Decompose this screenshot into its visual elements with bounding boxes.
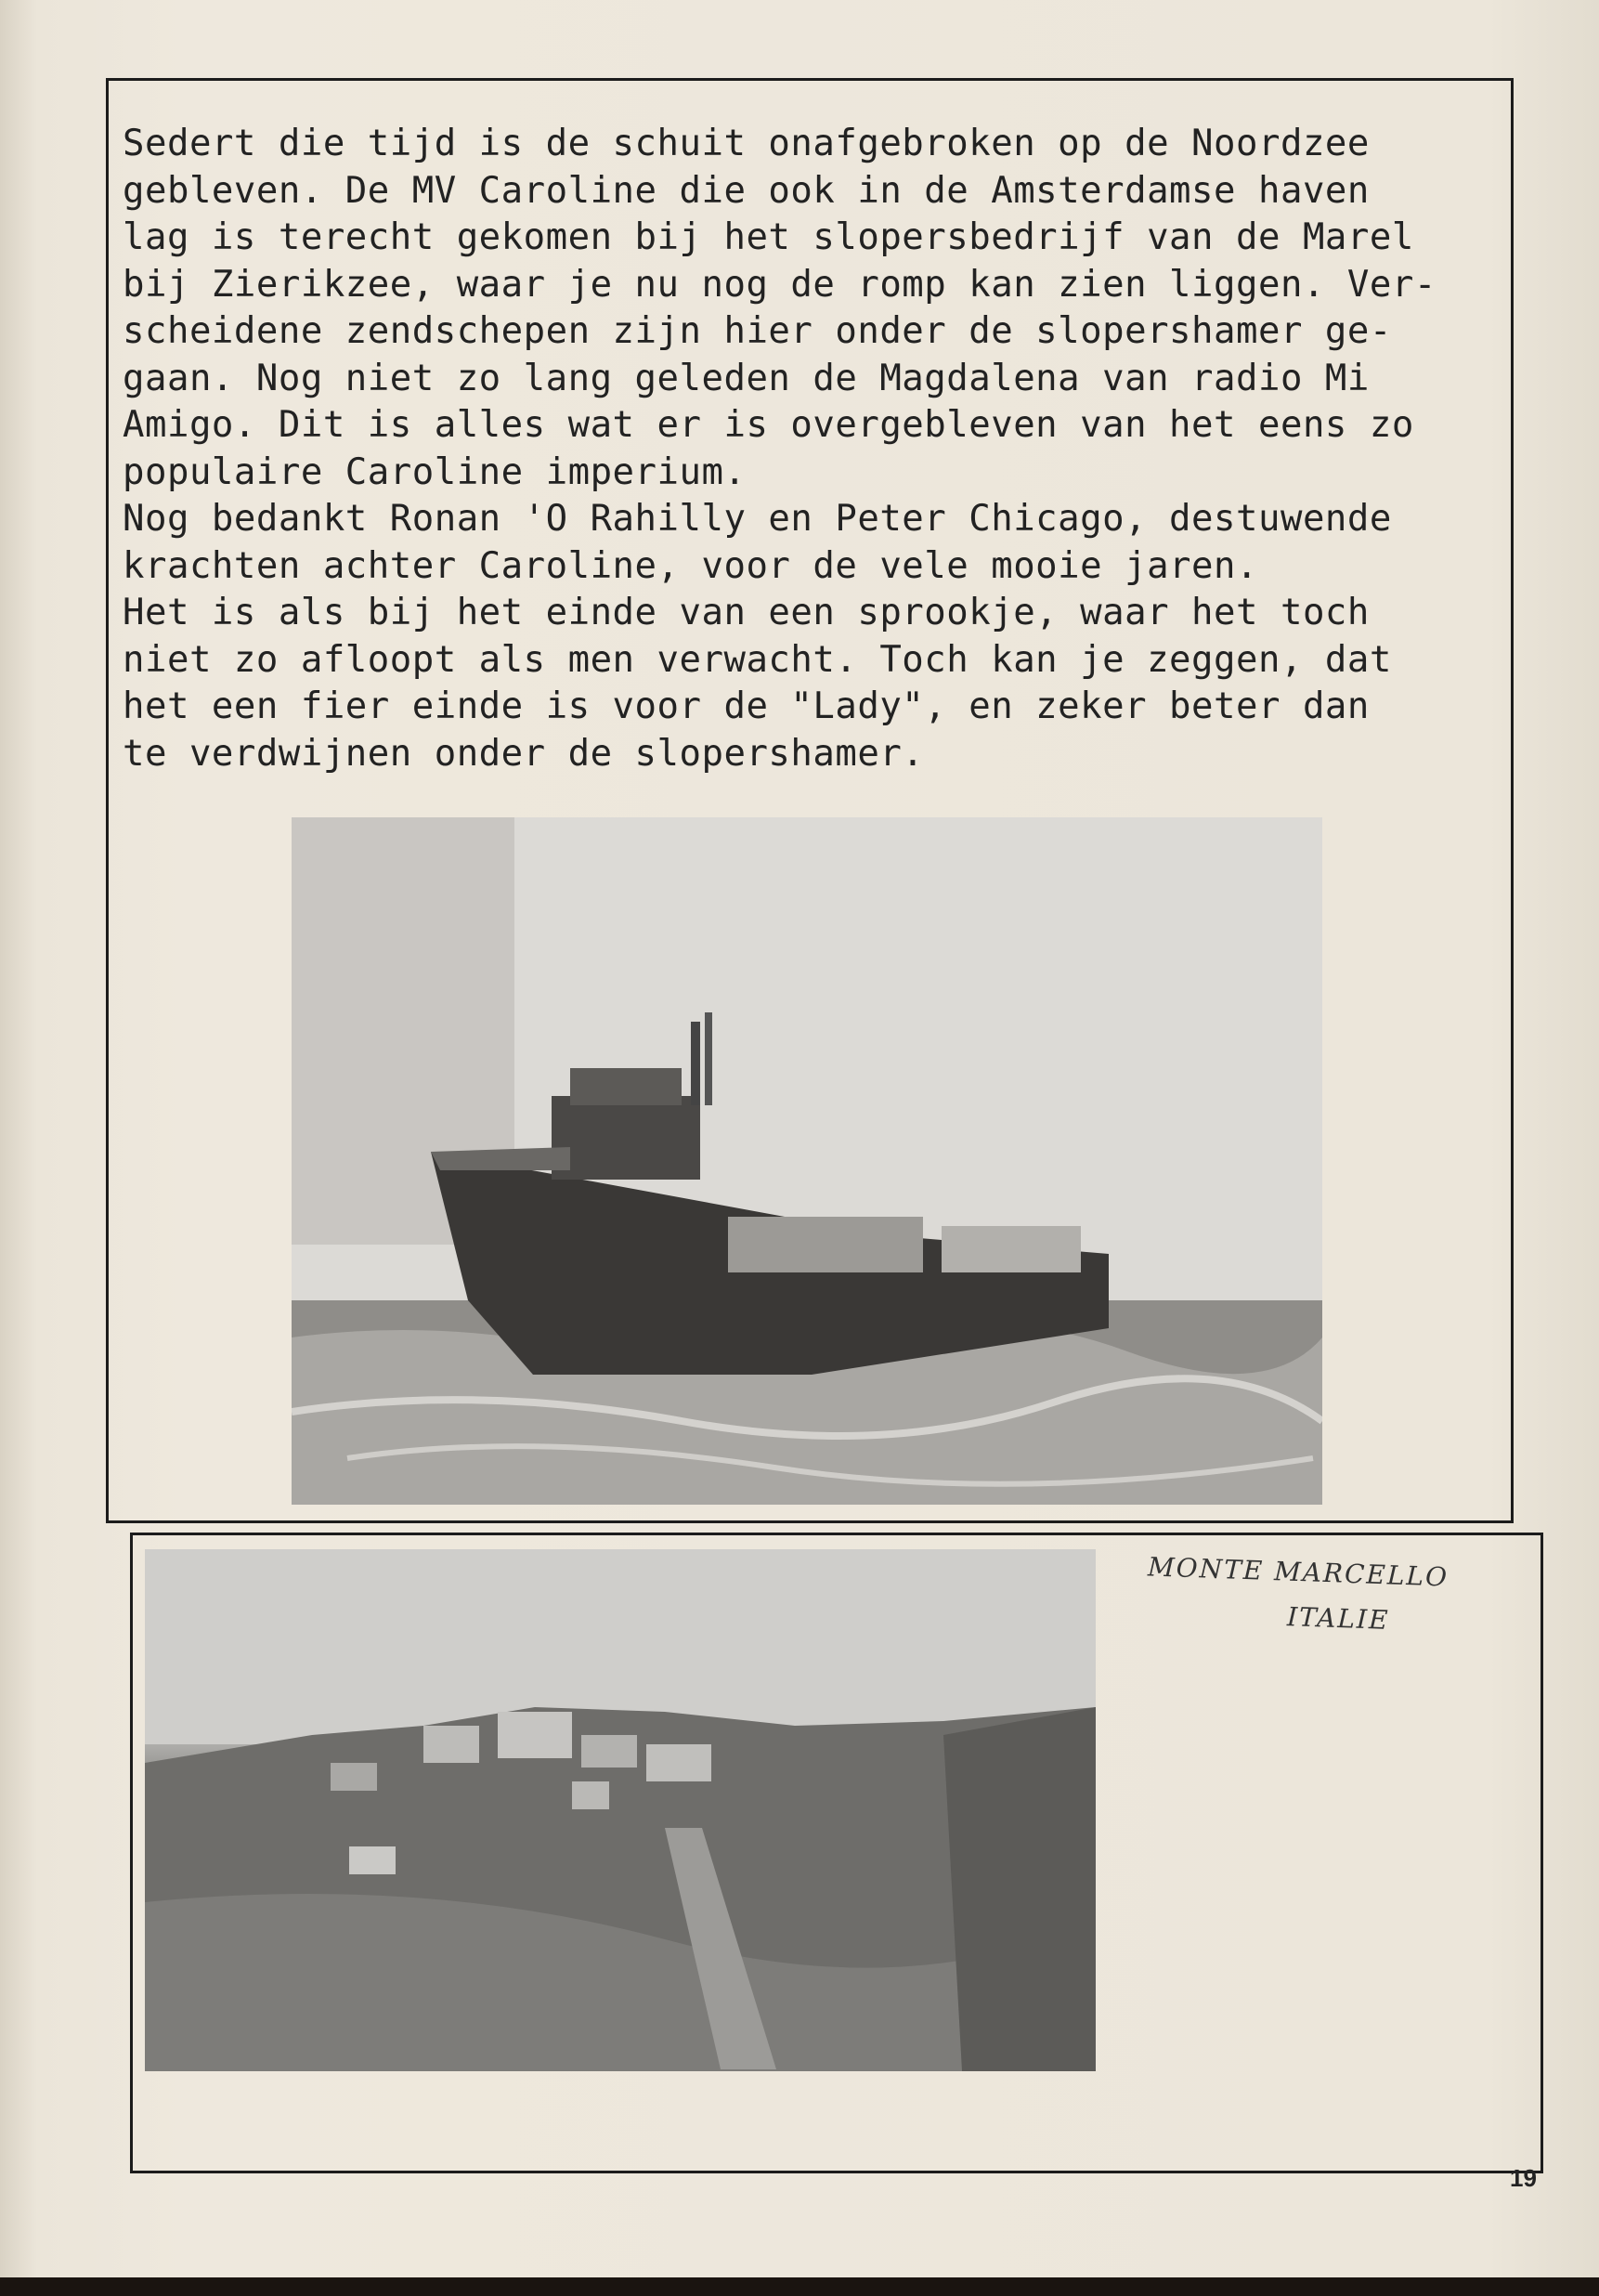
article-line: populaire Caroline imperium.	[123, 450, 747, 493]
ship-illustration	[292, 817, 1322, 1505]
village-photo	[145, 1549, 1096, 2071]
article-text	[123, 121, 1497, 777]
article-line: het een fier einde is voor de "Lady", en zeker beter dan	[123, 685, 1370, 727]
photo-caption-place: MONTE MARCELLO	[1147, 1551, 1450, 1593]
article-line: gebleven. De MV Caroline die ook in de Amsterdamse haven	[123, 169, 1370, 212]
article-line: krachten achter Caroline, voor de vele mooie jaren.	[123, 544, 1258, 587]
ship-photo	[292, 817, 1322, 1505]
village-illustration	[145, 1549, 1096, 2071]
article-line: lag is terecht gekomen bij het slopersbedrijf van de Marel	[123, 216, 1414, 258]
article-line: Nog bedankt Ronan 'O Rahilly en Peter Chicago, destuwende	[123, 498, 1392, 540]
article-line: Amigo. Dit is alles wat er is overgebleven van het eens zo	[123, 404, 1414, 446]
article-line: niet zo afloopt als men verwacht. Toch kan je zeggen, dat	[123, 638, 1392, 681]
photo-caption-country: ITALIE	[1286, 1601, 1391, 1636]
page-number: 19	[1510, 2164, 1537, 2192]
article-line: scheidene zendschepen zijn hier onder de slopershamer ge-	[123, 310, 1392, 352]
article-line: Het is als bij het einde van een sprookje, waar het toch	[123, 592, 1370, 633]
article-line: gaan. Nog niet zo lang geleden de Magdalena van radio Mi	[123, 357, 1370, 399]
article-line: bij Zierikzee, waar je nu nog de romp kan zien liggen. Ver-	[123, 263, 1436, 306]
page-bottom-edge	[0, 2277, 1599, 2296]
article-line: te verdwijnen onder de slopershamer.	[123, 732, 925, 775]
article-line: Sedert die tijd is de schuit onafgebroken op de Noordzee	[123, 123, 1370, 164]
